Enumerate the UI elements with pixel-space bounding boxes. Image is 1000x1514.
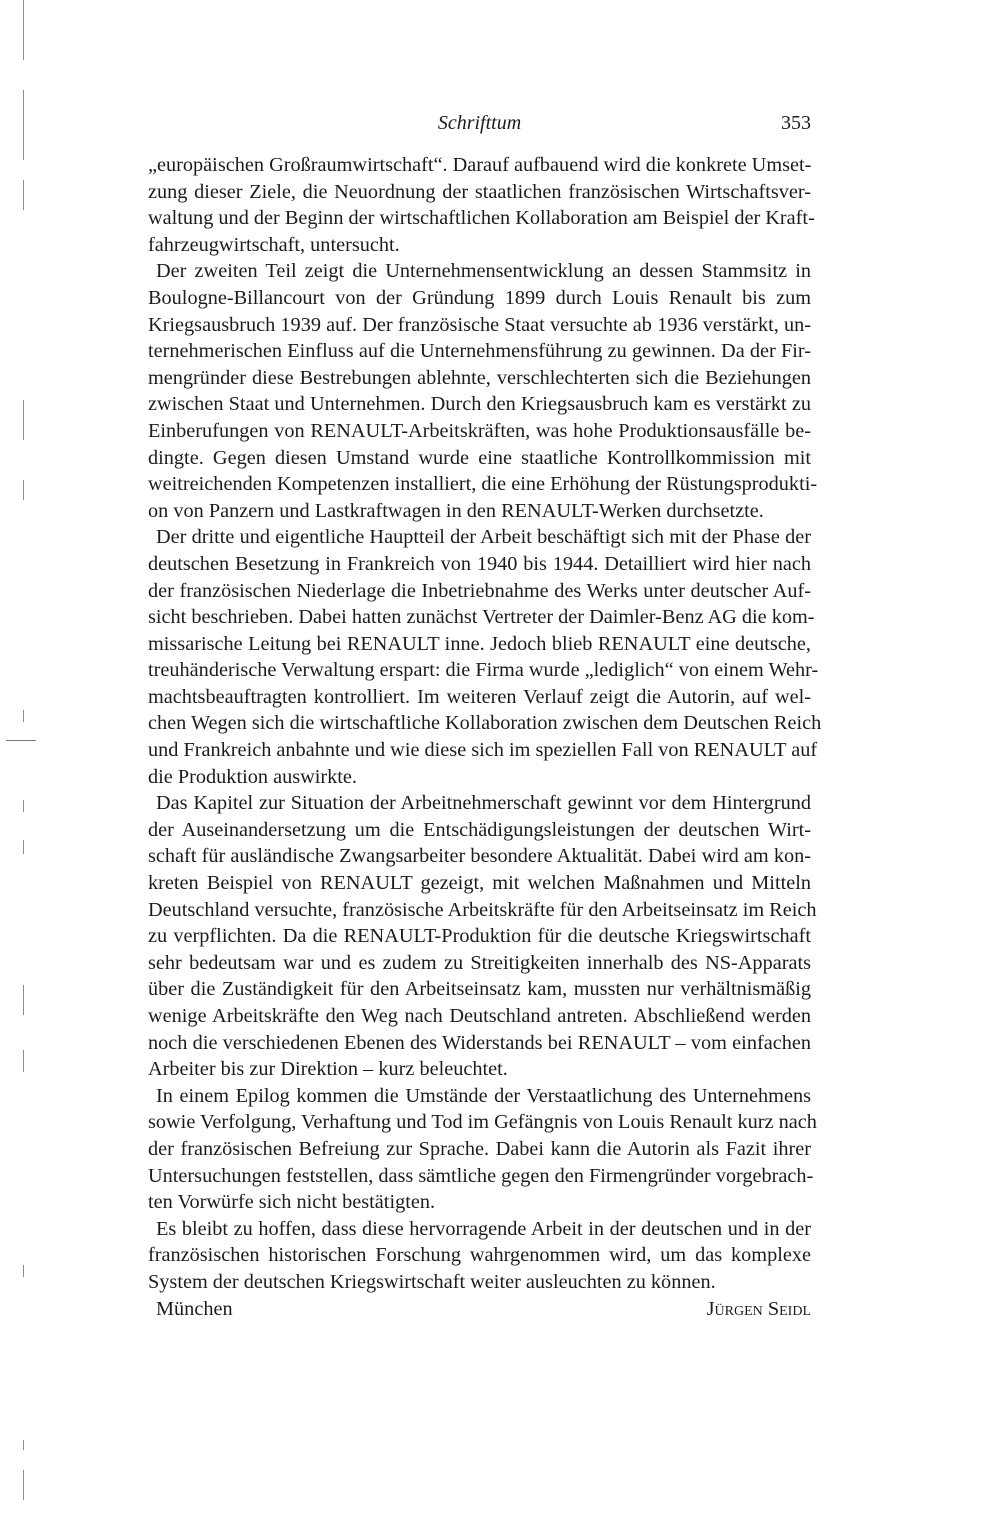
running-head <box>148 108 811 138</box>
page-number: 353 <box>781 112 811 134</box>
text-line: der französischen Niederlage die Inbetriebnahme des Werks unter deutscher Auf- <box>148 579 811 602</box>
signature-author: Jürgen Seidl <box>706 1297 811 1320</box>
scan-edge-line <box>23 90 24 160</box>
text-line: französischen historischen Forschung wahrgenommen wird, um das komplexe <box>148 1244 811 1267</box>
text-line: In einem Epilog kommen die Umstände der Verstaatlichung des Unternehmens <box>156 1084 811 1107</box>
signature-place: München <box>156 1297 233 1320</box>
text-line: zu verpflichten. Da die RENAULT-Produktion für die deutsche Kriegswirtschaft <box>148 925 811 948</box>
text-line: kreten Beispiel von RENAULT gezeigt, mit welchen Maßnahmen und Mitteln <box>148 872 811 895</box>
paragraph <box>148 258 818 524</box>
scan-edge-line <box>23 800 24 812</box>
text-line: der französischen Befreiung zur Sprache. Dabei kann die Autorin als Fazit ihrer <box>148 1137 811 1160</box>
text-line: sowie Verfolgung, Verhaftung und Tod im Gefängnis von Louis Renault kurz nach <box>148 1111 817 1134</box>
text-line: fahrzeugwirtschaft, untersucht. <box>148 233 400 256</box>
scan-edge-line <box>23 985 24 1015</box>
text-line: zwischen Staat und Unternehmen. Durch den Kriegsausbruch kam es verstärkt zu <box>148 393 811 416</box>
running-title: Schrifttum <box>437 112 522 134</box>
text-line: wenige Arbeitskräfte den Weg nach Deutschland antreten. Abschließend werden <box>148 1005 811 1027</box>
scan-edge-line <box>23 1440 24 1450</box>
paragraph <box>148 1083 817 1216</box>
scan-edge-line <box>23 1265 24 1277</box>
text-line: der Auseinandersetzung um die Entschädigungsleistungen der deutschen Wirt- <box>148 818 811 841</box>
text-line: Untersuchungen feststellen, dass sämtliche gegen den Firmengründer vorgebrach- <box>148 1164 814 1187</box>
text-line: ternehmerischen Einfluss auf die Unternehmensführung zu gewinnen. Da der Fir- <box>148 340 811 363</box>
text-line: sicht beschrieben. Dabei hatten zunächst Vertreter der Daimler-Benz AG die kom- <box>148 606 815 629</box>
scan-edge-line <box>23 400 24 440</box>
text-line: dingte. Gegen diesen Umstand wurde eine staatliche Kontrollkommission mit <box>148 446 811 469</box>
text-line: Es bleibt zu hoffen, dass diese hervorragende Arbeit in der deutschen und in der <box>156 1217 811 1240</box>
text-line: machtsbeauftragten kontrolliert. Im weiteren Verlauf zeigt die Autorin, auf wel- <box>148 685 811 708</box>
text-line: Arbeiter bis zur Direktion – kurz beleuchtet. <box>148 1058 508 1081</box>
paragraph <box>148 524 822 790</box>
scan-edge-line <box>23 1050 24 1072</box>
scan-edge-line <box>23 0 24 60</box>
text-line: Der zweiten Teil zeigt die Unternehmensentwicklung an dessen Stammsitz in <box>156 260 811 283</box>
scan-edge-line <box>23 840 24 854</box>
body-text <box>148 152 822 1323</box>
paragraph <box>148 1216 811 1296</box>
text-line: on von Panzern und Lastkraftwagen in den RENAULT-Werken durchsetzte. <box>148 499 764 522</box>
scan-edge-line <box>23 180 24 210</box>
paragraph <box>148 790 817 1083</box>
text-line: mengründer diese Bestrebungen ablehnte, verschlechterten sich die Beziehungen <box>148 366 811 389</box>
text-line: und Frankreich anbahnte und wie diese sich im speziellen Fall von RENAULT auf <box>148 739 818 762</box>
scan-edge-line <box>23 710 24 722</box>
text-line: treuhänderische Verwaltung erspart: die Firma wurde „lediglich“ von einem Wehr- <box>148 659 819 682</box>
text-line: „europäischen Großraumwirtschaft“. Darauf aufbauend wird die konkrete Umset- <box>148 154 812 176</box>
text-line: sehr bedeutsam war und es zudem zu Streitigkeiten innerhalb des NS-Apparats <box>148 951 811 974</box>
scan-edge-tick <box>6 740 36 741</box>
text-line: zung dieser Ziele, die Neuordnung der staatlichen französischen Wirtschaftsver- <box>148 180 811 203</box>
text-line: schaft für ausländische Zwangsarbeiter besondere Aktualität. Dabei wird am kon- <box>148 845 811 868</box>
text-line: Der dritte und eigentliche Hauptteil der Arbeit beschäftigt sich mit der Phase der <box>156 526 811 549</box>
scan-edge-line <box>23 480 24 500</box>
text-line: über die Zuständigkeit für den Arbeitseinsatz kam, mussten nur verhältnismäßig <box>148 978 811 1001</box>
text-line: deutschen Besetzung in Frankreich von 1940 bis 1944. Detailliert wird hier nach <box>148 552 811 575</box>
paragraph <box>148 152 815 258</box>
text-line: System der deutschen Kriegswirtschaft weiter ausleuchten zu können. <box>148 1270 716 1293</box>
text-line: Boulogne-Billancourt von der Gründung 1899 durch Louis Renault bis zum <box>148 286 811 309</box>
text-line: weitreichenden Kompetenzen installiert, die eine Erhöhung der Rüstungsprodukti- <box>148 473 818 496</box>
text-line: Kriegsausbruch 1939 auf. Der französische Staat versuchte ab 1936 verstärkt, un- <box>148 313 811 336</box>
text-line: noch die verschiedenen Ebenen des Widerstands bei RENAULT – vom einfachen <box>148 1031 811 1054</box>
scan-edge-line <box>23 1470 24 1500</box>
text-line: die Produktion auswirkte. <box>148 765 357 788</box>
signature <box>148 1296 811 1323</box>
text-line: Einberufungen von RENAULT-Arbeitskräften, was hohe Produktionsausfälle be- <box>148 419 811 442</box>
text-line: waltung und der Beginn der wirtschaftlichen Kollaboration am Beispiel der Kraft- <box>148 207 815 230</box>
text-line: chen Wegen sich die wirtschaftliche Kollaboration zwischen dem Deutschen Reich <box>148 712 822 735</box>
text-line: Das Kapitel zur Situation der Arbeitnehmerschaft gewinnt vor dem Hintergrund <box>156 792 811 815</box>
text-line: Deutschland versuchte, französische Arbeitskräfte für den Arbeitseinsatz im Reich <box>148 898 817 921</box>
text-line: ten Vorwürfe sich nicht bestätigten. <box>148 1191 436 1214</box>
text-line: missarische Leitung bei RENAULT inne. Jedoch blieb RENAULT eine deutsche, <box>148 632 811 655</box>
